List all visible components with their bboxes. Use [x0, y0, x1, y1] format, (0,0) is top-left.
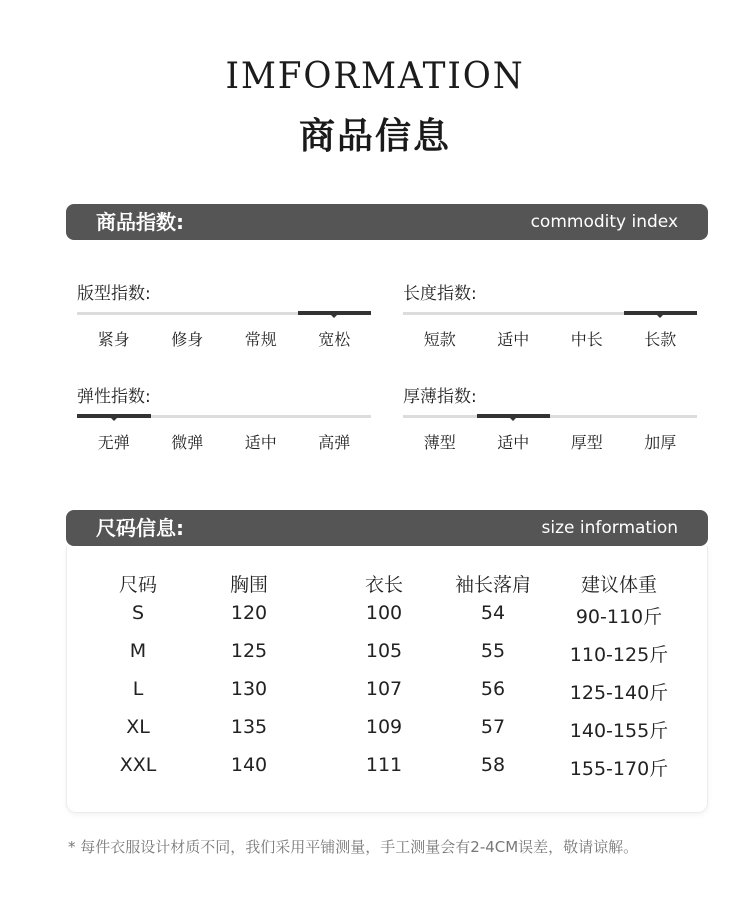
table-cell: 111 — [365, 754, 403, 776]
index-option: 修身 — [171, 330, 204, 349]
table-cell: 57 — [480, 716, 506, 738]
table-cell: 105 — [365, 640, 403, 662]
index-track — [403, 415, 697, 418]
title-english: IMFORMATION — [225, 56, 525, 97]
table-cell: XXL — [119, 754, 157, 776]
table-row — [66, 640, 708, 678]
index-active-marker — [298, 311, 372, 315]
table-cell: 155-170斤 — [569, 758, 669, 780]
table-cell: 107 — [365, 678, 403, 700]
commodity-index-title: 商品指数: — [96, 210, 184, 234]
table-cell: 140 — [230, 754, 268, 776]
index-track — [77, 415, 371, 418]
marker-pointer-icon — [656, 314, 664, 318]
index-option: 无弹 — [97, 433, 130, 452]
measurement-note: * 每件衣服设计材质不同，我们采用平铺测量，手工测量会有2-4CM误差，敬请谅解。 — [68, 838, 639, 856]
table-cell: 56 — [480, 678, 506, 700]
marker-pointer-icon — [509, 417, 517, 421]
column-header-size: 尺码 — [118, 574, 157, 596]
index-active-marker — [477, 414, 551, 418]
index-option: 加厚 — [644, 433, 677, 452]
table-cell: 125-140斤 — [569, 682, 669, 704]
index-option: 薄型 — [423, 433, 456, 452]
index-track — [403, 312, 697, 315]
table-row — [66, 678, 708, 716]
index-option: 短款 — [423, 330, 456, 349]
table-cell: 58 — [480, 754, 506, 776]
marker-pointer-icon — [110, 417, 118, 421]
size-information-title: 尺码信息: — [96, 516, 184, 540]
index-label: 弹性指数: — [77, 387, 151, 407]
index-option: 紧身 — [97, 330, 130, 349]
index-option: 适中 — [497, 433, 530, 452]
size-table — [66, 570, 708, 792]
index-option: 长款 — [644, 330, 677, 349]
column-header-length: 衣长 — [364, 574, 403, 596]
table-header-row — [66, 570, 708, 602]
index-label: 厚薄指数: — [403, 387, 477, 407]
index-label: 长度指数: — [403, 284, 477, 304]
commodity-index-bar — [66, 204, 708, 240]
index-track — [77, 312, 371, 315]
index-option: 适中 — [497, 330, 530, 349]
index-option: 微弹 — [171, 433, 204, 452]
table-row — [66, 602, 708, 640]
commodity-index-subtitle: commodity index — [530, 212, 678, 232]
table-cell: 130 — [230, 678, 268, 700]
index-active-marker — [624, 311, 698, 315]
index-option: 厚型 — [570, 433, 603, 452]
index-group-thickness — [403, 382, 699, 452]
index-option: 宽松 — [318, 330, 351, 349]
table-row — [66, 754, 708, 792]
size-information-bar — [66, 510, 708, 546]
table-cell: 109 — [365, 716, 403, 738]
table-cell: 135 — [230, 716, 268, 738]
column-header-sleeve: 袖长落肩 — [454, 574, 531, 596]
table-cell: 54 — [480, 602, 506, 624]
index-option: 高弹 — [318, 433, 351, 452]
marker-pointer-icon — [330, 314, 338, 318]
index-group-length — [403, 279, 699, 349]
index-option: 适中 — [244, 433, 277, 452]
table-cell: 90-110斤 — [575, 606, 663, 628]
table-cell: 110-125斤 — [569, 644, 669, 666]
table-cell: M — [129, 640, 147, 662]
index-label: 版型指数: — [77, 284, 151, 304]
table-cell: 120 — [230, 602, 268, 624]
table-cell: 55 — [480, 640, 506, 662]
index-active-marker — [77, 414, 151, 418]
table-cell: L — [132, 678, 144, 700]
title-chinese: 商品信息 — [298, 116, 451, 157]
index-option: 中长 — [570, 330, 603, 349]
table-cell: XL — [126, 716, 150, 738]
column-header-chest: 胸围 — [229, 574, 268, 596]
table-cell: 125 — [230, 640, 268, 662]
table-cell: 100 — [365, 602, 403, 624]
column-header-weight: 建议体重 — [580, 574, 657, 596]
table-cell: 140-155斤 — [569, 720, 669, 742]
index-group-fit — [77, 279, 373, 349]
index-option: 常规 — [244, 330, 277, 349]
index-group-elasticity — [77, 382, 373, 452]
table-row — [66, 716, 708, 754]
size-information-subtitle: size information — [541, 518, 678, 538]
table-cell: S — [131, 602, 145, 624]
